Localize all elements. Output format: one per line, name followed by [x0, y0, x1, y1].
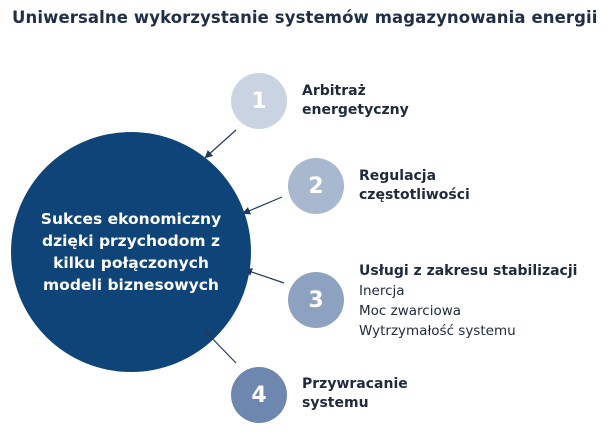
- item-heading: energetyczny: [302, 102, 409, 118]
- arrow-2: [244, 197, 282, 213]
- central-text-line: kilku połączonych: [53, 254, 209, 272]
- item-subpoint: Inercja: [359, 283, 405, 299]
- item-3-text: [359, 262, 577, 341]
- central-text-line: Sukces ekonomiczny: [40, 210, 222, 228]
- step-number: 3: [308, 287, 324, 313]
- item-heading: Regulacja: [359, 168, 437, 184]
- item-2-text: [359, 167, 470, 205]
- central-text-line: modeli biznesowych: [43, 276, 219, 294]
- arrow-1: [206, 130, 236, 157]
- item-heading: systemu: [302, 395, 369, 411]
- step-circle-3: [288, 272, 344, 328]
- step-number: 1: [251, 88, 267, 114]
- step-circle-2: [288, 158, 344, 214]
- item-heading: Usługi z zakresu stabilizacji: [359, 263, 578, 279]
- item-subpoint: Moc zwarciowa: [359, 303, 462, 319]
- step-number: 4: [251, 382, 267, 408]
- item-heading: Przywracanie: [302, 376, 408, 392]
- item-heading: Arbitraż: [302, 83, 366, 99]
- step-circle-1: [231, 73, 287, 129]
- diagram-title: Uniwersalne wykorzystanie systemów magazynowania energii: [12, 8, 598, 27]
- step-circle-4: [231, 367, 287, 423]
- step-number: 2: [308, 173, 324, 199]
- item-heading: częstotliwości: [359, 187, 470, 203]
- arrow-4: [206, 332, 236, 363]
- item-subpoint: Wytrzymałość systemu: [359, 323, 516, 339]
- item-4-text: [302, 375, 408, 413]
- central-text-line: dzięki przychodom z: [41, 232, 220, 250]
- arrow-3: [246, 270, 284, 283]
- item-1-text: [302, 82, 409, 120]
